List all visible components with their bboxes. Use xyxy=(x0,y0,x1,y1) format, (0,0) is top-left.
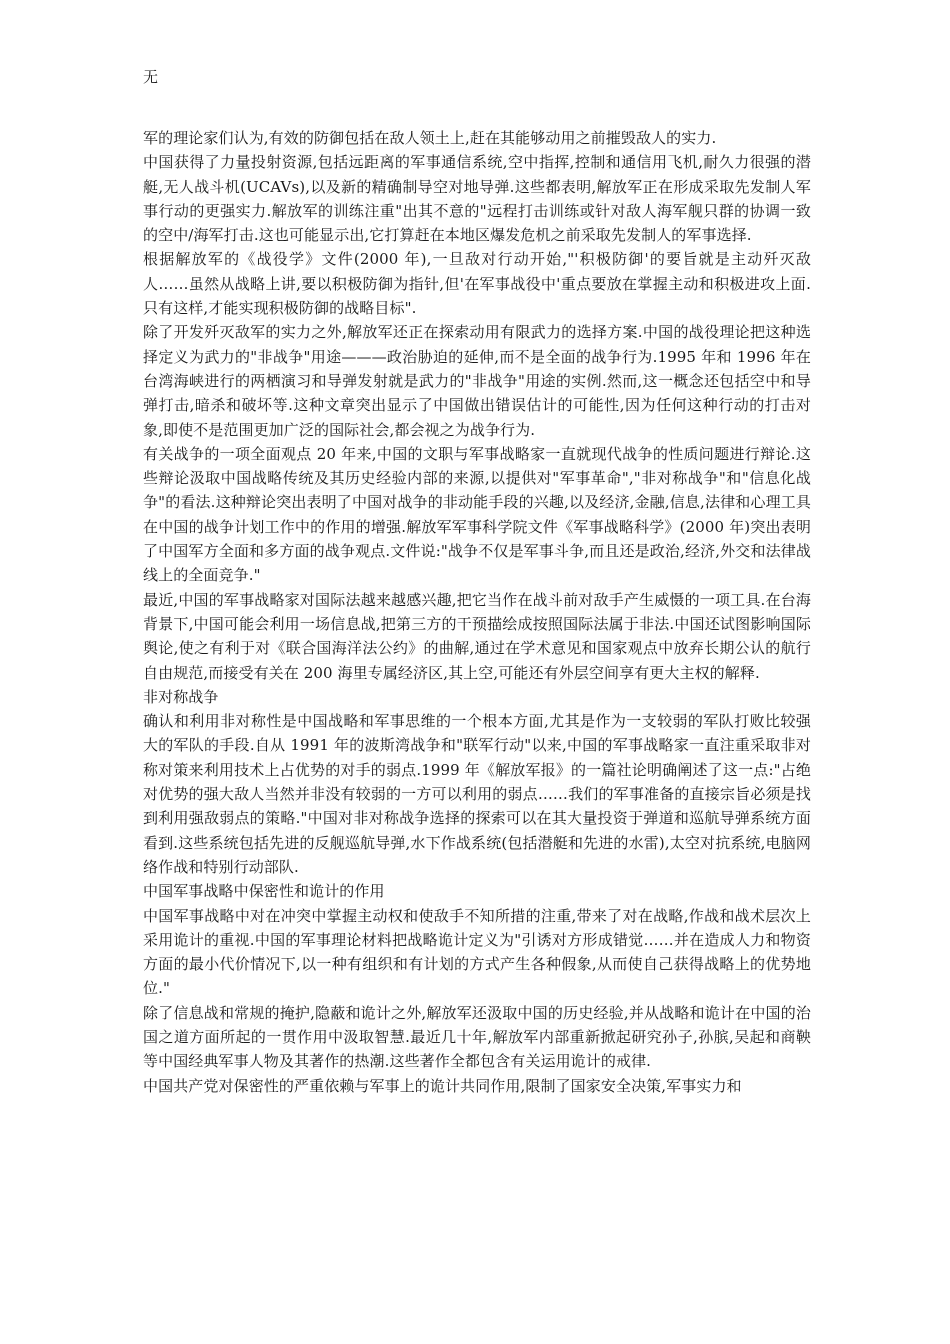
paragraph: 除了开发歼灭敌军的实力之外,解放军还正在探索动用有限武力的选择方案.中国的战役理论把这种选择定义为武力的"非战争"用途———政治胁迫的延伸,而不是全面的战争行为.1995 年和 1996 年在台湾海峡进行的两栖演习和导弹发射就是武力的"非战争"用途的实例.然而,这一概念还包括空中和导弹打击,暗杀和破坏等.这种文章突出显示了中国做出错误估计的可能性,因为任何这种行动的打击对象,即使不是范围更加广泛的国际社会,都会视之为战争行为. xyxy=(143,323,811,439)
paragraph: 中国获得了力量投射资源,包括远距离的军事通信系统,空中指挥,控制和通信用飞机,耐久力很强的潜艇,无人战斗机(UCAVs),以及新的精确制导空对地导弹.这些都表明,解放军正在形成采取先发制人军事行动的更强实力.解放军的训练注重"出其不意的"远程打击训练或针对敌人海军舰只群的协调一致的空中/海军打击.这也可能显示出,它打算赶在本地区爆发危机之前采取先发制人的军事选择. xyxy=(143,153,811,245)
paragraph: 最近,中国的军事战略家对国际法越来越感兴趣,把它当作在战斗前对敌手产生威慑的一项工具.在台海背景下,中国可能会利用一场信息战,把第三方的干预描绘成按照国际法属于非法.中国还试图影响国际舆论,使之有利于对《联合国海洋法公约》的曲解,通过在学术意见和国家观点中放弃长期公认的航行自由规范,而接受有关在 200 海里专属经济区,其上空,可能还有外层空间享有更大主权的解释. xyxy=(143,590,811,682)
section-heading: 非对称战争 xyxy=(143,687,219,706)
paragraph: 确认和利用非对称性是中国战略和军事思维的一个根本方面,尤其是作为一支较弱的军队打败比较强大的军队的手段.自从 1991 年的波斯湾战争和"联军行动"以来,中国的军事战略家一直注重采取非对称对策来利用技术上占优势的对手的弱点.1999 年《解放军报》的一篇社论明确阐述了这一点:"占绝对优势的强大敌人当然并非没有较弱的一方可以利用的弱点……我们的军事准备的直接宗旨必须是找到利用强敌弱点的策略."中国对非对称战争选择的探索可以在其大量投资于弹道和巡航导弹系统方面看到.这些系统包括先进的反舰巡航导弹,水下作战系统(包括潜艇和先进的水雷),太空对抗系统,电脑网络作战和特别行动部队. xyxy=(143,712,811,876)
paragraph: 除了信息战和常规的掩护,隐蔽和诡计之外,解放军还汲取中国的历史经验,并从战略和诡计在中国的治国之道方面所起的一贯作用中汲取智慧.最近几十年,解放军内部重新掀起研究孙子,孙膑,吴起和商鞅等中国经典军事人物及其著作的热潮.这些著作全都包含有关运用诡计的戒律. xyxy=(143,1003,811,1071)
document-body xyxy=(143,126,811,1098)
paragraph: 根据解放军的《战役学》文件(2000 年),一旦敌对行动开始,"'积极防御'的要旨就是主动歼灭敌人……虽然从战略上讲,要以积极防御为指针,但'在军事战役中'重点要放在掌握主动和积极进攻上面.只有这样,才能实现积极防御的战略目标". xyxy=(143,250,811,318)
paragraph: 中国共产党对保密性的严重依赖与军事上的诡计共同作用,限制了国家安全决策,军事实力和 xyxy=(143,1076,742,1095)
paragraph: 军的理论家们认为,有效的防御包括在敌人领土上,赶在其能够动用之前摧毁敌人的实力. xyxy=(143,129,717,147)
section-heading: 中国军事战略中保密性和诡计的作用 xyxy=(143,882,385,901)
page-header: 无 xyxy=(143,68,159,86)
paragraph: 中国军事战略中对在冲突中掌握主动权和使敌手不知所措的注重,带来了对在战略,作战和战术层次上采用诡计的重视.中国的军事理论材料把战略诡计定义为"引诱对方形成错觉……并在造成人力和物资方面的最小代价情况下,以一种有组织和有计划的方式产生各种假象,从而使自己获得战略上的优势地位." xyxy=(143,906,811,998)
paragraph: 有关战争的一项全面观点 20 年来,中国的文职与军事战略家一直就现代战争的性质问题进行辩论.这些辩论汲取中国战略传统及其历史经验内部的来源,以提供对"军事革命","非对称战争"和"信息化战争"的看法.这种辩论突出表明了中国对战争的非动能手段的兴趣,以及经济,金融,信息,法律和心理工具在中国的战争计划工作中的作用的增强.解放军军事科学院文件《军事战略科学》(2000 年)突出表明了中国军方全面和多方面的战争观点.文件说:"战争不仅是军事斗争,而且还是政治,经济,外交和法律战线上的全面竞争." xyxy=(143,444,811,585)
